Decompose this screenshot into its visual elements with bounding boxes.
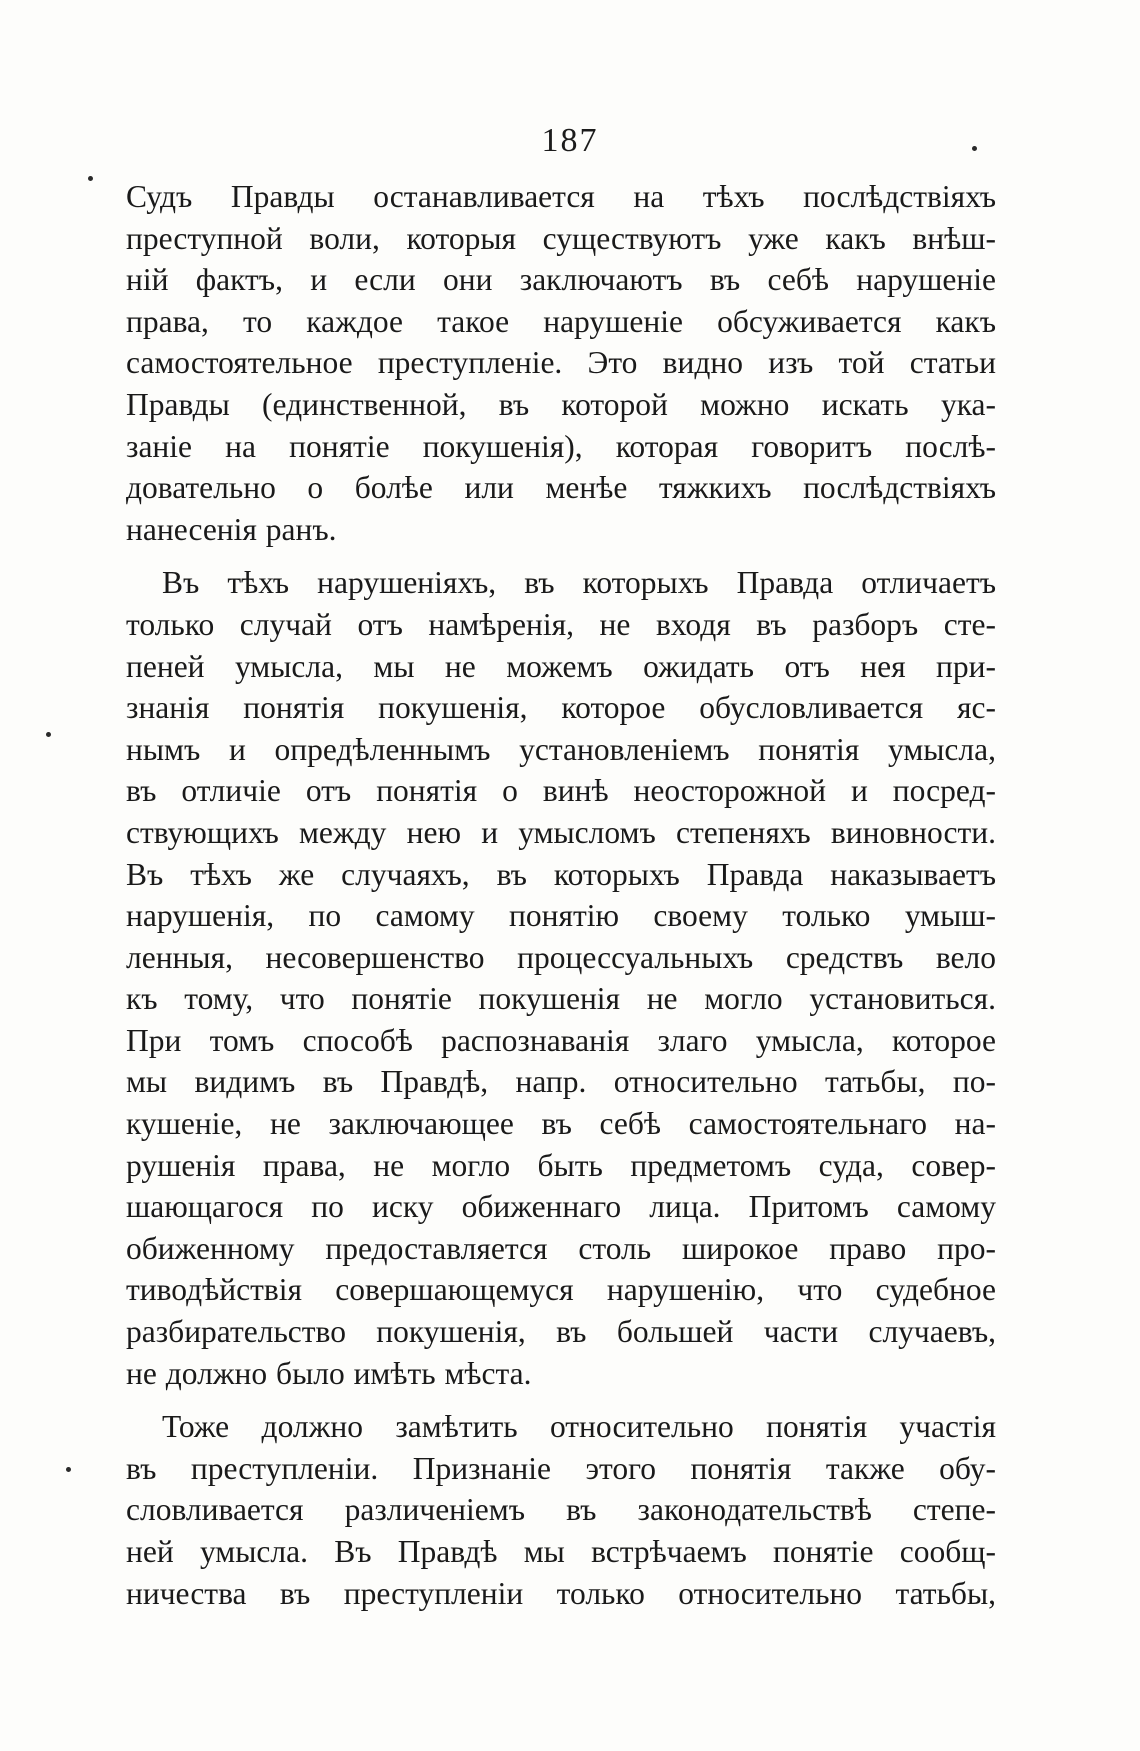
text-line: Въ тѣхъ нарушеніяхъ, въ которыхъ Правда отличаетъ — [162, 565, 996, 601]
text-line: словливается различеніемъ въ законодательствѣ степе- — [126, 1492, 996, 1528]
scan-speck — [46, 732, 51, 737]
paragraph-1 — [126, 176, 996, 550]
text-line: разбирательство покушенія, въ большей части случаевъ, — [126, 1314, 996, 1350]
text-line: шающагося по иску обиженнаго лица. Притомъ самому — [126, 1189, 996, 1225]
text-line: пеней умысла, мы не можемъ ожидать отъ нея при- — [126, 648, 996, 684]
text-line: не должно было имѣть мѣста. — [126, 1355, 532, 1391]
text-line: обиженному предоставляется столь широкое право про- — [126, 1230, 996, 1266]
text-line: въ преступленіи. Признаніе этого понятія также обу- — [126, 1450, 996, 1486]
text-line: кушеніе, не заключающее въ себѣ самостоятельнаго на- — [126, 1106, 996, 1142]
page-number: 187 — [541, 122, 599, 159]
text-line: мы видимъ въ Правдѣ, напр. относительно татьбы, по- — [126, 1064, 996, 1100]
paragraph-gap — [126, 550, 996, 562]
text-line: ленныя, несовершенство процессуальныхъ средствъ вело — [126, 939, 996, 975]
text-line: нымъ и опредѣленнымъ установленіемъ понятія умысла, — [126, 731, 996, 767]
text-line: тиводѣйствія совершающемуся нарушенію, что судебное — [126, 1272, 996, 1308]
text-line: ній фактъ, и если они заключаютъ въ себѣ нарушеніе — [126, 262, 996, 298]
text-line: ствующихъ между нею и умысломъ степеняхъ виновности. — [126, 814, 996, 850]
text-line: Правды (единственной, въ которой можно искать ука- — [126, 386, 996, 422]
text-line: заніе на понятіе покушенія), которая говоритъ послѣ- — [126, 428, 996, 464]
body-text — [126, 176, 996, 1614]
text-line: рушенія права, не могло быть предметомъ суда, совер- — [126, 1147, 996, 1183]
text-line: нанесенія ранъ. — [126, 511, 337, 547]
text-line: Въ тѣхъ же случаяхъ, въ которыхъ Правда наказываетъ — [126, 856, 996, 892]
text-line: При томъ способѣ распознаванія злаго умысла, которое — [126, 1022, 996, 1058]
text-line: въ отличіе отъ понятія о винѣ неосторожной и посред- — [126, 773, 996, 809]
text-line: Тоже должно замѣтить относительно понятія участія — [162, 1409, 996, 1445]
text-line: ничества въ преступленіи только относительно татьбы, — [126, 1575, 996, 1611]
text-line: знанія понятія покушенія, которое обусловливается яс- — [126, 690, 996, 726]
text-line: къ тому, что понятіе покушенія не могло установиться. — [126, 981, 996, 1017]
text-line: довательно о болѣе или менѣе тяжкихъ послѣдствіяхъ — [126, 470, 996, 506]
scan-speck — [972, 146, 977, 151]
scan-speck — [66, 1467, 71, 1472]
paragraph-2 — [126, 562, 996, 1394]
paragraph-3 — [126, 1406, 996, 1614]
paragraph-gap — [126, 1394, 996, 1406]
text-line: нарушенія, по самому понятію своему только умыш- — [126, 898, 996, 934]
text-line: только случай отъ намѣренія, не входя въ разборъ сте- — [126, 606, 996, 642]
text-line: Судъ Правды останавливается на тѣхъ послѣдствіяхъ — [126, 179, 996, 214]
text-line: ней умысла. Въ Правдѣ мы встрѣчаемъ понятіе сообщ- — [126, 1534, 996, 1569]
text-line: преступной воли, которыя существуютъ уже какъ внѣш- — [126, 220, 996, 256]
scan-speck — [88, 176, 93, 181]
text-line: самостоятельное преступленіе. Это видно изъ той статьи — [126, 345, 996, 381]
text-line: права, то каждое такое нарушеніе обсуживается какъ — [126, 303, 996, 339]
